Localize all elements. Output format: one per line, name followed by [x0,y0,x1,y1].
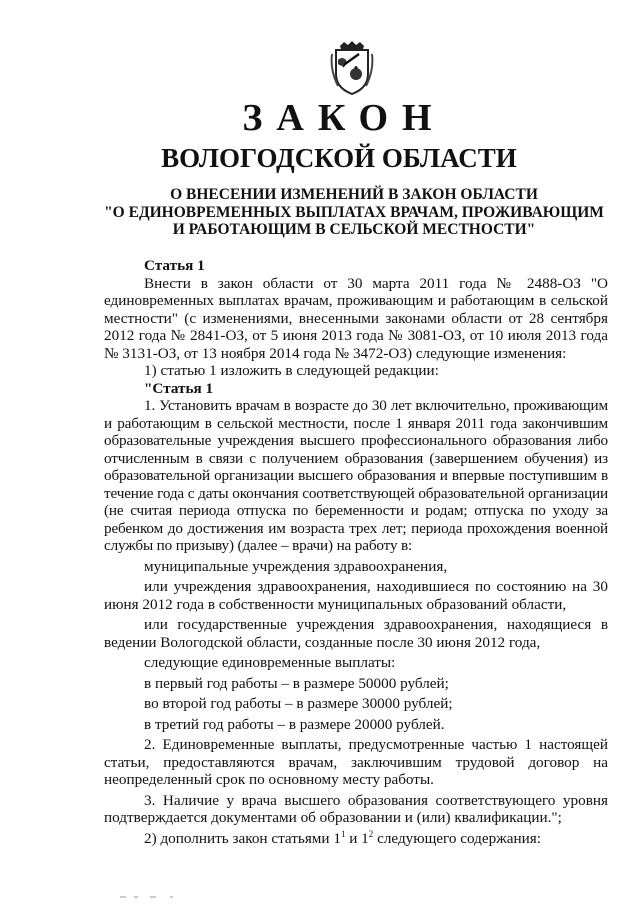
line-or-state: или государственные учреждения здравоохранения, находящиеся в ведении Вологодской области, созданные после 30 июня 2012 года, [104,616,608,651]
document-title: ЗАКОН [242,97,446,139]
vologda-coat-of-arms-icon [328,40,376,96]
document-subtitle: ВОЛОГОДСКОЙ ОБЛАСТИ [161,143,517,173]
item-2-sup-1: 1 [340,828,346,839]
law-heading-line-2: "О ЕДИНОВРЕМЕННЫХ ВЫПЛАТАХ ВРАЧАМ, ПРОЖИВАЮЩИМ [104,203,604,221]
payment-year-1: в первый год работы – в размере 50000 рублей; [144,674,449,692]
item-2-prefix: 2) дополнить закон статьями 1 [144,829,341,847]
scan-artifact [120,895,200,899]
payment-year-3: в третий год работы – в размере 20000 рублей. [144,715,445,733]
item-2-suffix: следующего содержания: [373,829,541,847]
document-body [104,257,608,847]
intro-paragraph: Внести в закон области от 30 марта 2011 года № 2488-ОЗ "О единовременных выплатах врачам, проживающим и работающим в сельской местности" (с изменениями, внесенными законами области от 28 сентября 2012 года № 2841-ОЗ, от 5 июня 2013 года № 3081-ОЗ, от 10 июля 2013 года № 3131-ОЗ, от 13 ноября 2014 года № 3472-ОЗ) следующие изменения: [104,274,608,362]
point-2: 2. Единовременные выплаты, предусмотренные частью 1 настоящей статьи, предоставляются врачам, заключившим трудовой договор на неопределенный срок по основному месту работы. [104,736,608,788]
point-3: 3. Наличие у врача высшего образования соответствующего уровня подтверждается документами об образовании и (или) квалификации."; [104,791,608,826]
item-1: 1) статью 1 изложить в следующей редакции: [144,362,439,379]
line-or-institutions: или учреждения здравоохранения, находившиеся по состоянию на 30 июня 2012 года в собственности муниципальных образований области, [104,578,608,613]
quoted-article-title: "Статья 1 [144,379,214,397]
point-1: 1. Установить врачам в возрасте до 30 лет включительно, проживающим и работающим в сельской местности, после 1 января 2011 года закончившим образовательные учреждения высшего профессионального образования либо отчисленным в связи с получением образования (завершением обучения) из образовательной организации высшего образования и впервые поступившим в течение года с даты окончания соответствующей образовательной организации (не считая периода отпуска по беременности и родам; отпуска по уходу за ребенком до достижения им возраста трех лет; периода прохождения военной службы по призыву) (далее – врачи) на работу в: [104,397,608,554]
law-heading-line-1: О ВНЕСЕНИИ ИЗМЕНЕНИЙ В ЗАКОН ОБЛАСТИ [170,186,538,203]
law-heading [104,186,604,239]
law-heading-line-3: И РАБОТАЮЩИМ В СЕЛЬСКОЙ МЕСТНОСТИ" [172,221,536,238]
payment-year-2: во второй год работы – в размере 30000 рублей; [144,695,453,712]
item-2-sup-2: 2 [368,828,374,839]
article-1-title: Статья 1 [144,257,205,274]
line-following-payments: следующие единовременные выплаты: [144,654,396,671]
item-2 [104,830,608,848]
item-2-mid: и 1 [345,829,369,847]
line-municipal: муниципальные учреждения здравоохранения, [144,557,448,575]
